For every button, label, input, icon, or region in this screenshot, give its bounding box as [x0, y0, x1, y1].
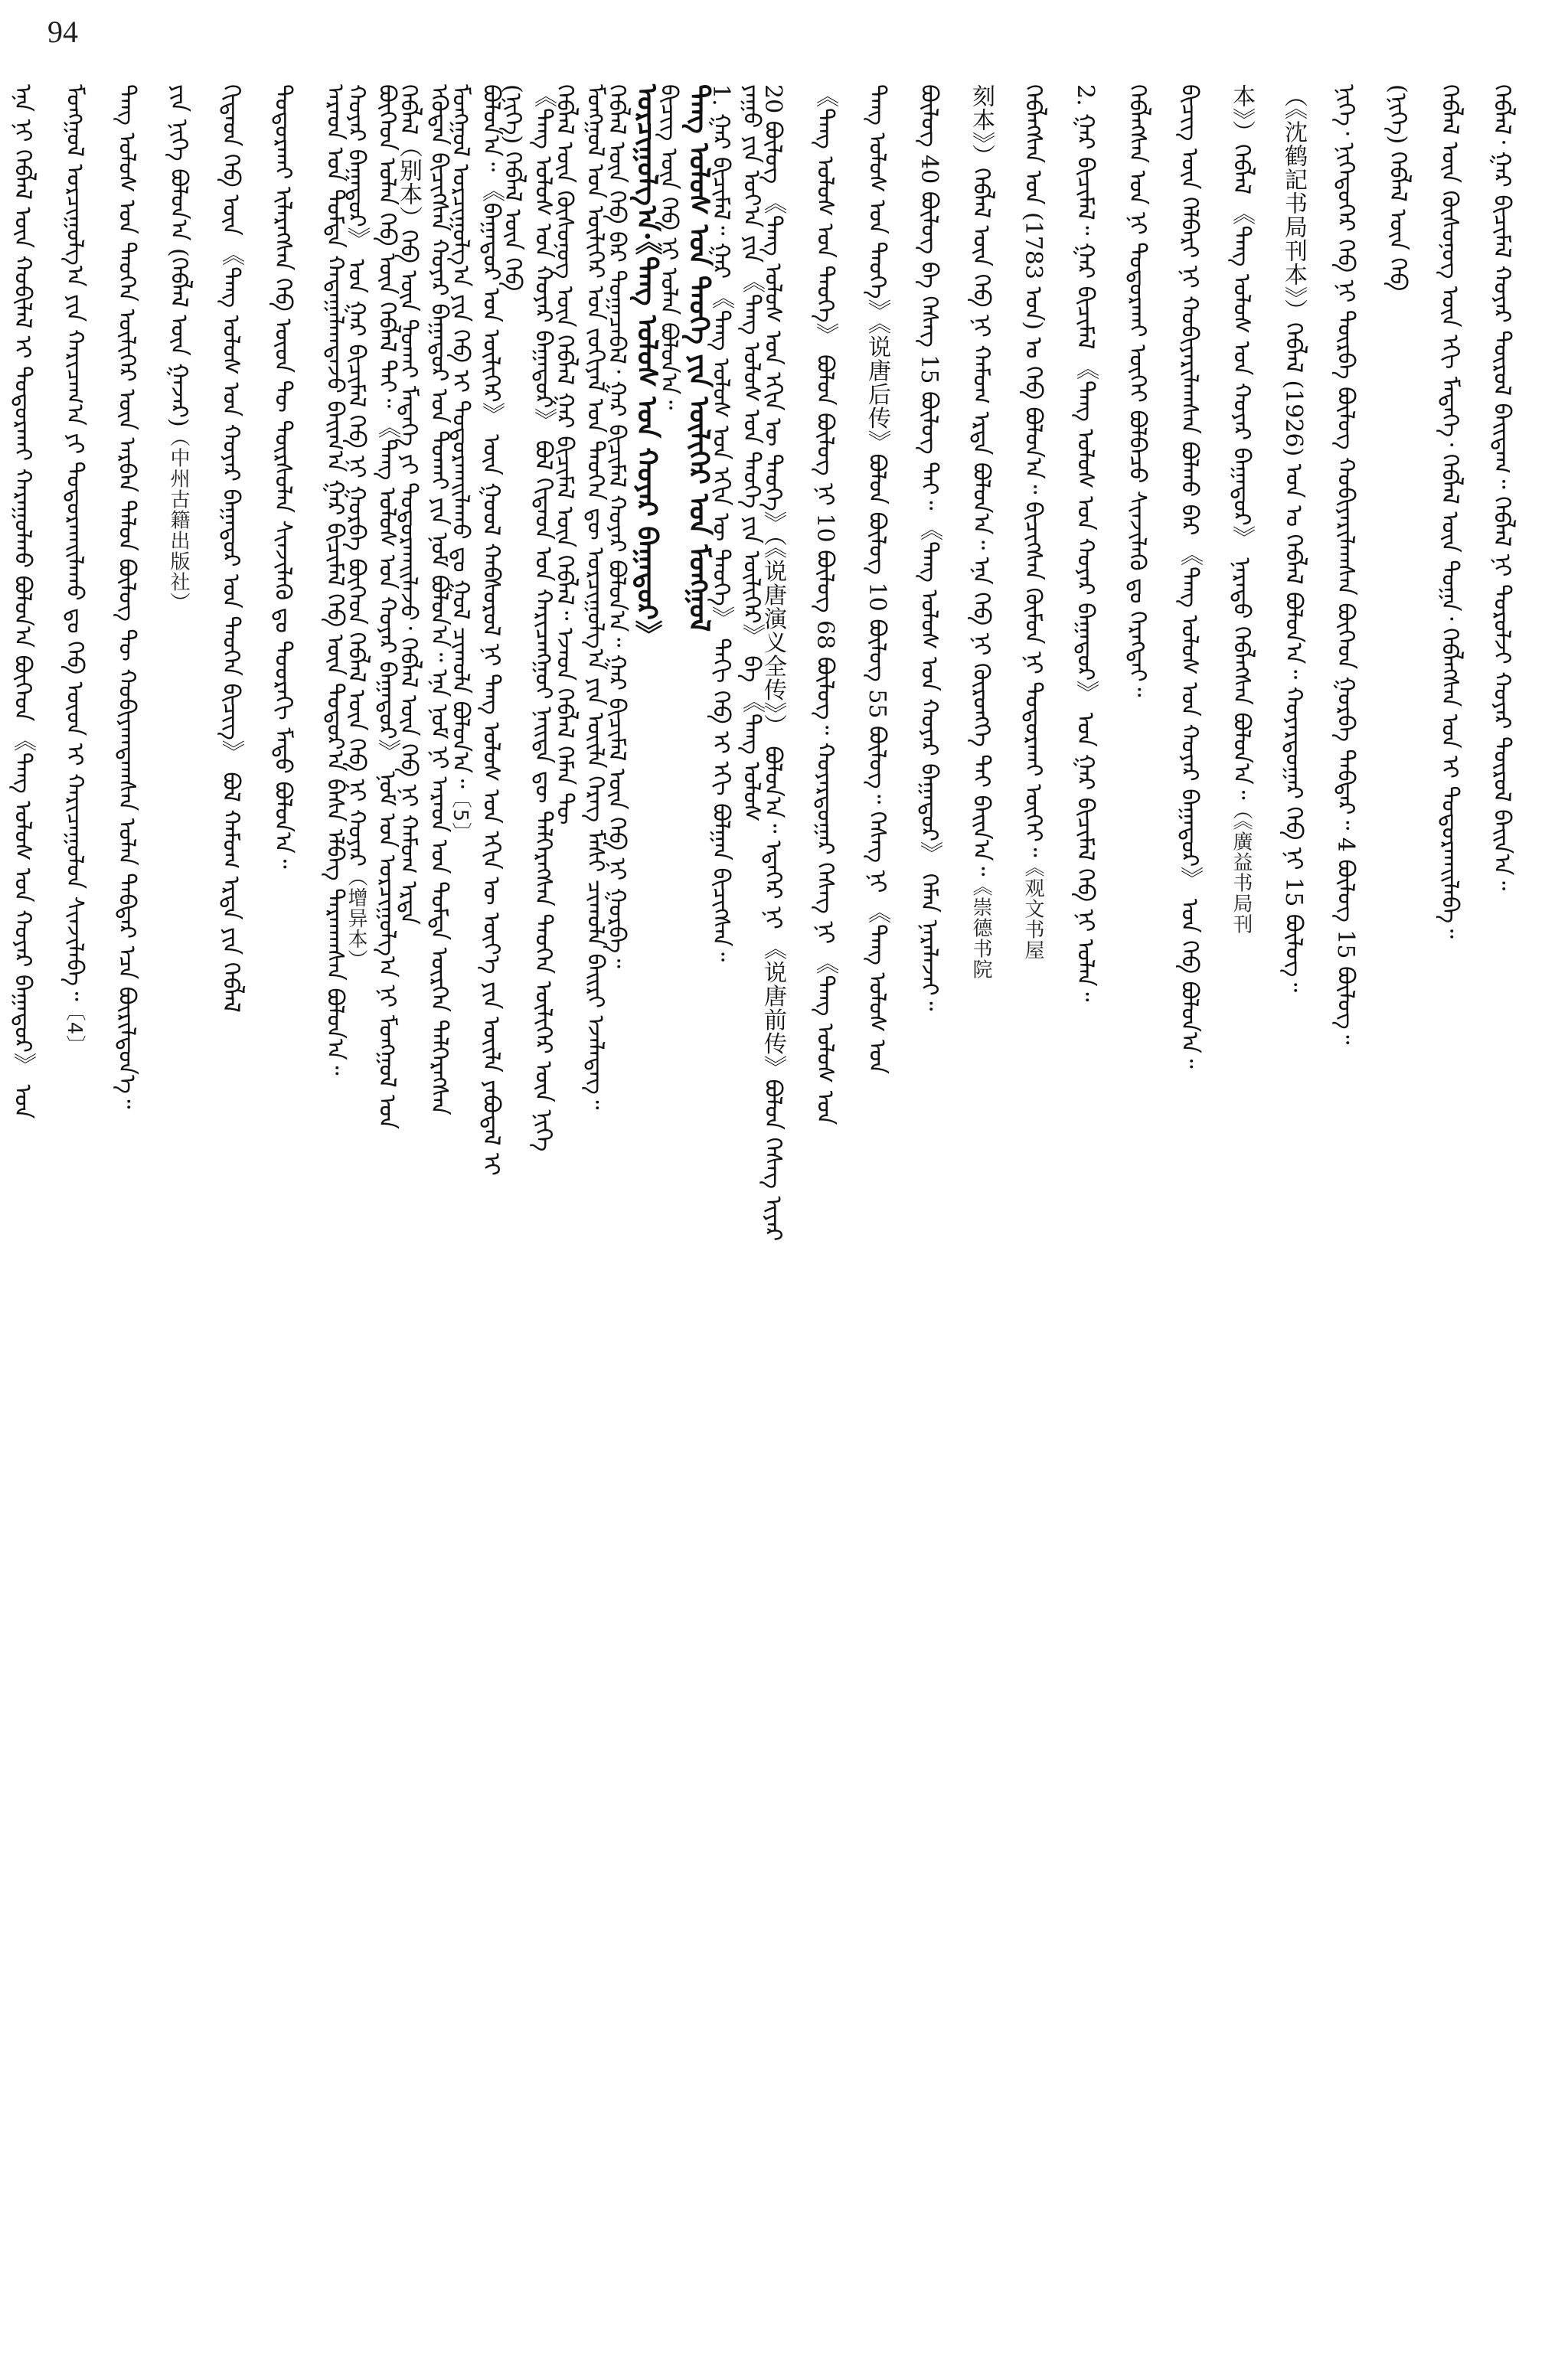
column-text: ᠬᠡᠪᠯᠡᠯ（别本）ᠬᠡᠪ ᠦᠨ ᠲᠤᠬᠠᠢ ᠮᠡᠳᠡᠭᠡ ᠶᠢ ᠲᠣᠳᠣᠷᠬᠠᠢᠯᠠᠵᠤ᠂ ᠬᠡᠪᠯᠡᠯ ᠦᠨ ᠬᠡᠪ ᠨᠢ ᠬᠠᠮᠤᠭ ᠡᠷᠲᠡ: [395, 84, 422, 925]
text-column: [1163, 84, 1215, 2304]
column-text: ᠮᠣᠩᠭᠣᠯ ᠤᠨ ᠦᠯᠢᠭᠡᠷ ᠤᠨ ᠵᠣᠬᠢᠶᠠᠯ ᠤᠨ ᠲᠡᠦᠬᠡᠨ ᠳᠦ ᠣᠷᠴᠢᠭᠤᠯᠭ᠎ᠠ ᠶᠢᠨ ᠦᠢᠯᠡ ᠬᠡᠷᠡᠭ ᠮᠠᠰᠢ ᠴᠢᠬᠤᠯᠠ ᠪᠠᠢᠷᠢ ᠡᠵᠡᠯᠡᠳᠡᠭ᠃: [582, 84, 609, 1110]
text-column: [590, 84, 642, 2304]
column-text: ᠬᠡᠪᠯᠡᠯ ᠦᠨ ᠬᠦᠰᠦᠨᠦᠭ ᠦᠨ ᠡᠬᠢ ᠮᠡᠳᠡᠭᠡ᠂ ᠬᠡᠪᠯᠡᠯ ᠦᠨ ᠲᠣᠭᠠ᠂ ᠬᠡᠪᠯᠡᠭᠰᠡᠨ ᠣᠨ ᠢ ᠲᠣᠳᠣᠷᠬᠠᠢᠯᠠᠪᠠ᠃: [1436, 84, 1463, 939]
column-text: 《ᠲᠠᠩ ᠤᠯᠤᠰ ᠤᠨ ᠬᠣᠶᠠᠷ ᠪᠠᠭᠠᠲᠤᠷ》 ᠪᠣᠯ ᠬᠢᠲᠠᠳ ᠤᠨ ᠬᠠᠷᠢᠴᠠᠩᠭᠤᠢ ᠨᠡᠢᠲᠡ ᠳᠦ ᠳᠡᠯᠭᠡᠷᠡᠭᠰᠡᠨ ᠲᠡᠦᠬᠡᠨ ᠦᠯᠢᠭᠡᠷ ᠦᠨ ᠨᠢᠭᠡ: [530, 84, 557, 1152]
column-text: ᠬᠢᠲᠠᠳ ᠬᠡᠪ ᠦᠨ 《ᠲᠠᠩ ᠤᠯᠤᠰ ᠤᠨ ᠬᠣᠶᠠᠷ ᠪᠠᠭᠠᠲᠤᠷ ᠤᠨ ᠲᠡᠦᠬᠡᠨ ᠪᠢᠴᠢᠭ》 ᠪᠣᠯ ᠬᠠᠮᠤᠭ ᠡᠷᠲᠡ ᠶᠢᠨ ᠬᠡᠪᠯᠡᠯ: [217, 84, 244, 1013]
text-column: [746, 84, 799, 2304]
column-text: (ᠨᠢᠭᠡ) ᠬᠡᠪᠯᠡᠯ ᠦᠨ ᠬᠡᠪ: [1384, 84, 1411, 292]
column-text: ᠪᠢᠴᠢᠭ ᠦᠨ ᠬᠡᠯᠪᠡᠷᠢ ᠨᠢ ᠬᠤᠪᠢᠶᠠᠷᠢᠯᠠᠭᠰᠠᠨ ᠪᠣᠯᠬᠤ ᠪᠠᠷ 《ᠲᠠᠩ ᠤᠯᠤᠰ ᠤᠨ ᠬᠣᠶᠠᠷ ᠪᠠᠭᠠᠲᠤᠷ》 ᠤᠨ ᠬᠡᠪ ᠪᠣᠯᠤᠨ᠎ᠠ᠃: [1176, 84, 1203, 1069]
text-column: [538, 84, 590, 2304]
column-text: ᠲᠠᠩ ᠤᠯᠤᠰ ᠤᠨ ᠲᠡᠦᠬᠡ ᠶᠢᠨ ᠦᠯᠢᠭᠡᠷ ᠤᠨ ᠮᠣᠩᠭᠣᠯ: [683, 84, 715, 632]
column-text: 2. ᠭᠠᠷ ᠪᠢᠴᠢᠮᠡᠯ᠃ ᠭᠠᠷ ᠪᠢᠴᠢᠮᠡᠯ 《ᠲᠠᠩ ᠤᠯᠤᠰ ᠤᠨ ᠬᠣᠶᠠᠷ ᠪᠠᠭᠠᠲᠤᠷ》 ᠤᠨ ᠭᠠᠷ ᠪᠢᠴᠢᠮᠡᠯ ᠬᠡᠪ ᠨᠢ ᠣᠯᠠᠨ᠃: [1072, 84, 1099, 1002]
column-text: ᠪᠢᠴᠢᠭ ᠦᠨ ᠬᠡᠪ ᠨᠢ ᠣᠯᠠᠨ ᠪᠣᠯᠤᠨ᠎ᠠ᠃: [655, 84, 682, 410]
page-body: [9, 84, 1527, 2320]
text-column: [1267, 84, 1319, 2304]
text-column: [1215, 84, 1267, 2304]
text-column: [1007, 84, 1059, 2304]
text-column: [48, 84, 100, 2304]
text-column: [955, 84, 1007, 2304]
inline-chinese-note: （增异本）: [345, 867, 368, 971]
text-column: [382, 84, 434, 2304]
column-text: ᠬᠡᠪᠯᠡᠭᠰᠡᠨ ᠣᠨ ᠨᠢ ᠲᠣᠳᠣᠷᠬᠠᠢ ᠦᠭᠡᠢ ᠪᠣᠯᠪᠠᠴᠤ ᠰᠢᠨᠵᠢᠯᠡᠬᠦ ᠳᠤ ᠬᠡᠷᠡᠭᠲᠡᠢ᠃: [1124, 84, 1151, 697]
inline-chinese-note: （中州古籍出版社）: [167, 426, 190, 613]
column-text: ᠬᠡᠪᠯᠡᠭᠰᠡᠨ ᠣᠨ (1783 ᠣᠨ) ᠤ ᠬᠡᠪ ᠪᠣᠯᠤᠨ᠎ᠠ᠃ ᠪᠢᠴᠢᠭᠰᠡᠨ ᠬᠥᠮᠦᠨ ᠨᠢ ᠲᠣᠳᠣᠷᠬᠠᠢ ᠦᠭᠡᠢ᠃: [1020, 84, 1047, 857]
column-text: ᠡᠨᠡ ᠨᠢ ᠬᠡᠪᠯᠡᠯ ᠦᠨ ᠬᠤᠪᠢᠯᠠᠯ ᠢ ᠲᠣᠳᠣᠷᠬᠠᠢ ᠬᠠᠷᠠᠭᠤᠯᠬᠤ ᠪᠣᠯᠤᠨ᠎ᠠ ᠪᠥᠭᠡᠳ 《ᠲᠠᠩ ᠤᠯᠤᠰ ᠤᠨ ᠬᠣᠶᠠᠷ ᠪᠠᠭᠠᠲᠤᠷ》 ᠤᠨ: [9, 84, 36, 1119]
text-column: [1111, 84, 1163, 2304]
column-text: ᠲᠠᠩ ᠤᠯᠤᠰ ᠤᠨ ᠲᠡᠦᠬᠡ》《说唐后传》ᠪᠣᠯᠤᠨ ᠪᠦᠯᠦᠭ 10 ᠪᠦᠯᠦᠭ 55 ᠪᠦᠯᠦᠭ᠃ ᠬᠡᠰᠡᠭ ᠨᠢ 《ᠲᠠᠩ ᠤᠯᠤᠰ ᠤᠨ: [864, 84, 890, 1074]
column-text: 《ᠲᠠᠩ ᠤᠯᠤᠰ ᠤᠨ ᠲᠡᠦᠬᠡ》 ᠪᠣᠯᠤᠨ ᠪᠦᠯᠦᠭ ᠨᠢ 10 ᠪᠦᠯᠦᠭ 68 ᠪᠦᠯᠦᠭ᠃ ᠬᠣᠶᠠᠷᠳᠤᠭᠠᠷ ᠬᠡᠰᠡᠭ ᠨᠢ 《ᠲᠠᠩ ᠤᠯᠤᠰ ᠤᠨ: [812, 84, 838, 1125]
text-column: [1319, 84, 1371, 2304]
text-column: [1475, 84, 1527, 2304]
text-column: [851, 84, 903, 2304]
column-text: ᠶᠢᠨ ᠨᠢᠭᠡ ᠪᠣᠯᠤᠨ᠎ᠠ (ᠬᠡᠪᠯᠡᠯ ᠦᠨ ᠭᠠᠵᠠᠷ): [165, 84, 192, 427]
page-number: 94: [47, 15, 78, 49]
text-column: [0, 84, 48, 2304]
column-text: ᠬᠡᠪᠯᠡᠯ᠂ ᠭᠠᠷ ᠪᠢᠴᠢᠮᠡᠯ ᠬᠣᠶᠠᠷ ᠲᠥᠷᠥᠯ ᠪᠠᠢᠳᠠᠭ᠃ ᠬᠡᠪᠯᠡᠯ ᠨᠢ ᠳᠣᠷᠤᠯᠵᠢ ᠬᠣᠶᠠᠷ ᠲᠥᠷᠥᠯ ᠪᠠᠢᠨ᠎ᠠ᠃: [1488, 84, 1515, 891]
column-text: ᠮᠣᠩᠭᠣᠯ ᠣᠷᠴᠢᠭᠤᠯᠭ᠎ᠠ ᠶᠢᠨ ᠬᠡᠪ ᠢ ᠲᠣᠳᠣᠷᠬᠠᠢᠯᠠᠬᠤ ᠳᠤ ᠭᠤᠯ ᠴᠢᠬᠤᠯᠠ ᠪᠣᠯᠤᠨ᠎ᠠ᠃: [447, 84, 474, 789]
text-column: [486, 84, 538, 2304]
text-column: [799, 84, 851, 2304]
column-text: ᠪᠥᠭᠡᠳ ᠣᠯᠠᠨ ᠬᠡᠪ ᠦᠨ ᠬᠡᠪᠯᠡᠯ ᠲᠠᠢ᠃ 《ᠲᠠᠩ ᠤᠯᠤᠰ ᠤᠨ ᠬᠣᠶᠠᠷ ᠪᠠᠭᠠᠲᠤᠷ》 ᠨᠣᠮ ᠤᠨ ᠣᠷᠴᠢᠭᠤᠯᠭ᠎ᠠ ᠨᠢ ᠮᠣᠩᠭᠣᠯ ᠤᠨ: [374, 84, 400, 1129]
inline-chinese-note: 《崇德书院: [969, 876, 992, 980]
column-text: ᠲᠠᠩ ᠤᠯᠤᠰ ᠤᠨ ᠲᠡᠦᠬᠡᠨ ᠦᠯᠢᠭᠡᠷ ᠦᠨ ᠠᠷᠪᠠᠨ ᠳᠠᠯᠤᠨ ᠪᠦᠯᠦᠭ ᠲᠦ ᠬᠤᠪᠢᠶᠠᠭᠳᠠᠭᠰᠠᠨ ᠣᠯᠠᠨ ᠳᠡᠪᠲᠡᠷ ᠡᠴᠡ ᠪᠦᠷᠢᠯᠳᠦᠨ᠎ᠡ᠃: [113, 84, 140, 1109]
text-column: [434, 84, 486, 2304]
column-text: ᠠᠷᠠᠳ ᠤᠨ ᠳᠤᠮᠳᠠ ᠬᠠᠳᠠᠭᠠᠯᠠᠭᠳᠠᠵᠤ ᠪᠠᠢᠭ᠎ᠠ ᠭᠠᠷ ᠪᠢᠴᠢᠮᠡᠯ ᠬᠡᠪ ᠦᠨ ᠳᠣᠲᠣᠷ᠎ᠠ ᠪᠠᠰᠠ ᠡᠯᠪᠡᠭ ᠲᠠᠷᠬᠠᠭᠰᠠᠨ ᠪᠣᠯᠤᠨ᠎ᠠ᠃: [322, 84, 348, 1076]
column-text: ᠣᠷᠴᠢᠭᠤᠯᠭ᠎ᠠ·《ᠲᠠᠩ ᠤᠯᠤᠰ ᠤᠨ ᠬᠣᠶᠠᠷ ᠪᠠᠭᠠᠲᠤᠷ》: [631, 84, 663, 649]
text-column: [1371, 84, 1423, 2304]
text-column: [152, 84, 204, 2304]
column-text: 20 ᠪᠦᠯᠦᠭ 《ᠲᠠᠩ ᠤᠯᠤᠰ ᠤᠨ ᠡᠬᠢᠨ ᠦ ᠲᠡᠦᠬᠡ》（《说唐演义全传》） ᠪᠣᠯᠤᠨ᠎ᠠ᠃ ᠡᠳᠡᠭᠡᠷ ᠨᠢ 《说唐前传》ᠪᠣᠯᠤᠨ ᠬᠡᠰᠡᠭ ᠢᠶᠡᠷ: [760, 84, 786, 1242]
column-text: ᠬᠡᠪᠯᠡᠯ ᠦᠨ ᠬᠡᠪ ᠪᠡᠷ ᠲᠣᠭᠠᠴᠠᠪᠠᠯ᠂ ᠭᠠᠷ ᠪᠢᠴᠢᠮᠡᠯ ᠬᠣᠶᠠᠷ ᠪᠣᠯᠤᠨ᠎ᠠ᠃ ᠭᠠᠷ ᠪᠢᠴᠢᠮᠡᠯ ᠦᠨ ᠬᠡᠪ ᠨᠢ ᠭᠤᠷᠪᠠ᠃: [603, 84, 630, 968]
text-column: [1059, 84, 1111, 2304]
text-column: [642, 84, 694, 2304]
column-text: 1. ᠭᠠᠷ ᠪᠢᠴᠢᠮᠡᠯ᠃ ᠭᠠᠷ 《ᠲᠠᠩ ᠤᠯᠤᠰ ᠤᠨ ᠡᠬᠢᠨ ᠦ ᠲᠡᠦᠬᠡ》 ᠳᠠᠬᠢ ᠬᠡᠪ ᠢ ᠡᠬᠢ ᠪᠣᠯᠭᠠᠨ ᠪᠢᠴᠢᠭᠰᠡᠨ᠃: [707, 84, 734, 962]
footnote-marker: 〔4〕: [63, 1001, 86, 1056]
column-text: (ᠨᠢᠭᠡ) ᠬᠡᠪᠯᠡᠯ ᠦᠨ ᠬᠡᠪ: [499, 84, 526, 292]
text-column: [1423, 84, 1475, 2304]
column-text: ᠮᠣᠩᠭᠣᠯ ᠣᠷᠴᠢᠭᠤᠯᠭ᠎ᠠ ᠶᠢᠨ ᠬᠠᠷᠢᠴᠠᠭ᠎ᠠ ᠶᠢ ᠲᠣᠳᠣᠷᠬᠠᠢᠯᠠᠬᠤ ᠳᠤ ᠬᠡᠪ ᠦᠳ ᠢ ᠬᠠᠷᠢᠴᠠᠭᠤᠯᠤᠨ ᠰᠢᠨᠵᠢᠯᠡᠪᠡ᠃: [61, 84, 88, 1001]
column-text: ᠪᠣᠯᠤᠨ᠎ᠠ᠃ 《ᠪᠠᠭᠠᠲᠤᠷ ᠤᠨ ᠦᠯᠢᠭᠡᠷ》 ᠦᠨ ᠭᠣᠣᠯ ᠬᠠᠪᠰᠤᠷᠤᠯ ᠨᠢ ᠲᠠᠩ ᠤᠯᠤᠰ ᠤᠨ ᠡᠬᠢᠨ ᠦ ᠦᠶ᠎ᠡ ᠶᠢᠨ ᠦᠢᠯᠡ ᠶᠠᠪᠤᠳᠠᠯ ᠢ: [478, 84, 505, 1176]
text-column: [330, 84, 382, 2304]
column-text: ᠲᠣᠳᠣᠷᠬᠠᠢ ᠢᠯᠡᠷᠡᠭᠰᠡᠨ ᠬᠡᠪ ᠦᠳ ᠲᠦ ᠳᠦᠷᠰᠦᠯᠡᠨ ᠰᠢᠨᠵᠢᠯᠡᠬᠦ ᠳᠤ ᠳᠣᠣᠷᠠᠬᠢ ᠮᠡᠲᠦ ᠪᠣᠯᠤᠨ᠎ᠠ᠃: [270, 84, 296, 869]
text-column: [256, 84, 309, 2304]
inline-chinese-note: 《观文书屋: [1021, 857, 1044, 961]
column-text: 刻本》）ᠬᠡᠪᠯᠡᠯ ᠦᠨ ᠬᠡᠪ ᠨᠢ ᠬᠠᠮᠤᠭ ᠡᠷᠲᠡ ᠪᠣᠯᠤᠨ᠎ᠠ᠃ ᠡᠨᠡ ᠬᠡᠪ ᠨᠢ ᠬᠥᠷᠥᠩᠭᠡ ᠲᠡᠢ ᠪᠠᠢᠨ᠎ᠠ᠃: [968, 84, 995, 877]
inline-chinese-note: （《廣益书局刊: [1230, 799, 1253, 935]
column-text: ᠪᠦᠯᠦᠭ 40 ᠪᠦᠯᠦᠭ ᠪᠠ ᠬᠡᠰᠡᠭ 15 ᠪᠦᠯᠦᠭ ᠲᠠᠢ᠃ 《ᠲᠠᠩ ᠤᠯᠤᠰ ᠤᠨ ᠬᠣᠶᠠᠷ ᠪᠠᠭᠠᠲᠤᠷ》 ᠬᠡᠮᠡᠨ ᠨᠡᠷᠡᠯᠡᠵᠡᠢ᠃: [916, 84, 942, 1011]
column-text: 本》）ᠬᠡᠪᠯᠡᠯ 《ᠲᠠᠩ ᠤᠯᠤᠰ ᠤᠨ ᠬᠣᠶᠠᠷ ᠪᠠᠭᠠᠲᠤᠷ》 ᠨᠡᠷᠡᠲᠦ ᠬᠡᠪᠯᠡᠭᠰᠡᠨ ᠪᠣᠯᠤᠨ᠎ᠠ᠃: [1228, 84, 1255, 800]
column-text: ᠬᠣᠶᠠᠷ ᠪᠠᠭᠠᠲᠤᠷ》 ᠤᠨ ᠭᠠᠷ ᠪᠢᠴᠢᠮᠡᠯ ᠬᠡᠪ ᠨᠢ ᠭᠤᠷᠪᠠ ᠪᠥᠭᠡᠳ ᠬᠡᠪᠯᠡᠯ ᠦᠨ ᠬᠡᠪ ᠨᠢ ᠬᠣᠶᠠᠷ: [343, 84, 370, 867]
column-text: ᠬᠡᠪᠯᠡᠯ ᠦᠨ ᠬᠦᠰᠦᠨᠦᠭ ᠦᠨ ᠬᠡᠪᠯᠡᠯ ᠭᠠᠷ ᠪᠢᠴᠢᠮᠡᠯ ᠦᠨ ᠬᠡᠪᠯᠡᠯ᠃ ᠡᠵᠡᠳ ᠬᠡᠪᠯᠡᠯ ᠬᠡᠮᠡᠨ ᠲᠦ: [551, 84, 578, 825]
text-column: [204, 84, 256, 2304]
text-column: [903, 84, 955, 2304]
footnote-marker: 〔5〕: [449, 788, 472, 844]
text-column: [694, 84, 746, 2304]
text-column: [100, 84, 152, 2304]
column-text: ᠶᠠᠭᠤ ᠶᠢᠨ ᠤᠶ᠎ᠠ ᠶᠢᠨ 《ᠲᠠᠩ ᠤᠯᠤᠰ ᠤᠨ ᠲᠡᠦᠬᠡ ᠶᠢᠨ ᠦᠯᠢᠭᠡᠷ》 ᠪᠠ 《ᠲᠠᠩ ᠤᠯᠤᠰ: [738, 84, 765, 822]
column-text: ᠡᠭᠦᠳᠡᠨ ᠪᠢᠴᠢᠭᠰᠡᠨ ᠬᠣᠶᠠᠷ ᠪᠠᠭᠠᠲᠤᠷ ᠤᠨ ᠲᠤᠬᠠᠢ ᠶᠢᠨ ᠨᠣᠮ ᠪᠣᠯᠤᠨ᠎ᠠ᠃ ᠡᠨᠡ ᠨᠣᠮ ᠨᠢ ᠠᠷᠠᠳ ᠤᠨ ᠳᠤᠮᠳᠠ ᠥᠷᠭᠡᠨ ᠳᠡᠯᠭᠡᠷᠡᠭᠰᠡᠨ: [426, 84, 452, 1115]
column-text: （《沈鹤記书局刊本》）ᠬᠡᠪᠯᠡᠯ (1926) ᠣᠨ ᠤ ᠬᠡᠪᠯᠡᠯ ᠪᠣᠯᠤᠨ᠎ᠠ᠃ ᠬᠣᠶᠠᠷᠳᠤᠭᠠᠷ ᠬᠡᠪ ᠨᠢ 15 ᠪᠦᠯᠦᠭ᠃: [1280, 84, 1307, 993]
column-text: ᠨᠢᠭᠡ᠂ ᠨᠢᠭᠡᠳᠦᠭᠡᠷ ᠬᠡᠪ ᠨᠢ ᠳᠥᠷᠪᠡ ᠪᠦᠯᠦᠭ ᠬᠣᠪᠢᠶᠠᠷᠢᠯᠠᠭᠰᠠᠨ ᠪᠥᠭᠡᠳ ᠭᠤᠷᠪᠠ ᠳᠡᠪᠲᠡᠷ᠃ 4 ᠪᠦᠯᠦᠭ 15 ᠪᠦᠯᠦᠭ᠃: [1332, 84, 1359, 1045]
